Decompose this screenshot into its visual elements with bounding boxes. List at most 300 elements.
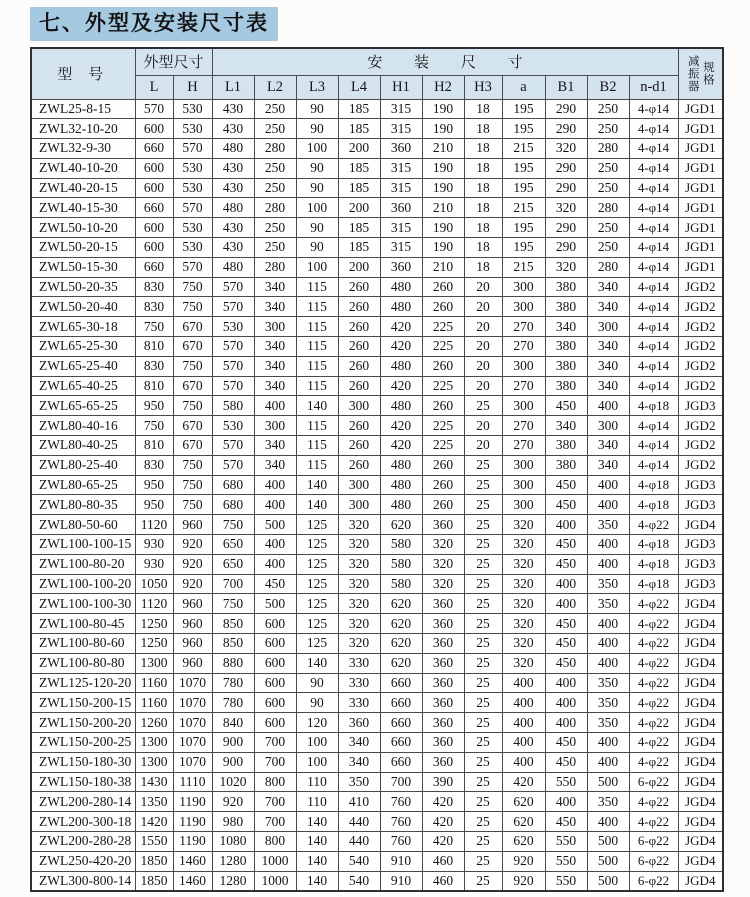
cell-dimension: 700 (254, 792, 296, 812)
cell-dimension: 320 (502, 594, 545, 614)
cell-dimension: 390 (422, 772, 464, 792)
cell-dimension: 400 (587, 653, 629, 673)
cell-dimension: 780 (212, 673, 254, 693)
table-row (31, 277, 723, 297)
cell-dimension: 300 (338, 396, 380, 416)
table-row (31, 218, 723, 238)
cell-dimension: 300 (502, 297, 545, 317)
header-col-L: L (135, 75, 173, 99)
cell-damper-spec: JGD4 (678, 614, 723, 634)
cell-dimension: 400 (587, 614, 629, 634)
cell-dimension: 140 (296, 871, 338, 891)
cell-dimension: 450 (545, 475, 587, 495)
cell-dimension: 115 (296, 297, 338, 317)
cell-dimension: 25 (464, 396, 502, 416)
cell-dimension: 700 (380, 772, 422, 792)
cell-dimension: 360 (422, 653, 464, 673)
cell-dimension: 620 (380, 653, 422, 673)
cell-dimension: 190 (422, 238, 464, 258)
cell-dimension: 570 (135, 99, 173, 119)
cell-dimension: 800 (254, 772, 296, 792)
cell-model: ZWL80-65-25 (31, 475, 135, 495)
cell-dimension: 400 (254, 396, 296, 416)
cell-dimension: 400 (502, 673, 545, 693)
cell-n-d1: 4-φ14 (629, 297, 678, 317)
cell-dimension: 125 (296, 535, 338, 555)
cell-dimension: 350 (587, 594, 629, 614)
cell-model: ZWL150-180-38 (31, 772, 135, 792)
cell-dimension: 670 (173, 416, 212, 436)
cell-dimension: 1070 (173, 713, 212, 733)
cell-dimension: 140 (296, 475, 338, 495)
cell-dimension: 600 (135, 178, 173, 198)
cell-dimension: 400 (545, 574, 587, 594)
cell-damper-spec: JGD4 (678, 594, 723, 614)
cell-model: ZWL40-15-30 (31, 198, 135, 218)
cell-damper-spec: JGD2 (678, 337, 723, 357)
cell-dimension: 600 (254, 693, 296, 713)
cell-dimension: 200 (338, 139, 380, 159)
cell-n-d1: 4-φ22 (629, 673, 678, 693)
cell-dimension: 25 (464, 475, 502, 495)
cell-dimension: 340 (587, 277, 629, 297)
cell-n-d1: 4-φ18 (629, 396, 678, 416)
cell-dimension: 125 (296, 515, 338, 535)
cell-dimension: 320 (338, 614, 380, 634)
cell-dimension: 1020 (212, 772, 254, 792)
cell-n-d1: 6-φ22 (629, 831, 678, 851)
cell-damper-spec: JGD4 (678, 673, 723, 693)
cell-dimension: 300 (587, 317, 629, 337)
cell-dimension: 280 (254, 198, 296, 218)
cell-dimension: 115 (296, 337, 338, 357)
table-row (31, 752, 723, 772)
table-row (31, 337, 723, 357)
cell-dimension: 360 (422, 713, 464, 733)
cell-dimension: 1080 (212, 831, 254, 851)
cell-dimension: 25 (464, 713, 502, 733)
cell-dimension: 350 (587, 515, 629, 535)
cell-dimension: 140 (296, 396, 338, 416)
cell-dimension: 880 (212, 653, 254, 673)
cell-dimension: 225 (422, 416, 464, 436)
cell-dimension: 100 (296, 733, 338, 753)
cell-dimension: 700 (212, 574, 254, 594)
cell-dimension: 190 (422, 218, 464, 238)
cell-dimension: 195 (502, 178, 545, 198)
table-row (31, 673, 723, 693)
cell-n-d1: 6-φ22 (629, 871, 678, 891)
cell-dimension: 315 (380, 158, 422, 178)
cell-dimension: 1070 (173, 673, 212, 693)
cell-model: ZWL50-20-35 (31, 277, 135, 297)
cell-dimension: 25 (464, 554, 502, 574)
cell-n-d1: 4-φ14 (629, 218, 678, 238)
cell-dimension: 320 (502, 535, 545, 555)
cell-dimension: 920 (212, 792, 254, 812)
cell-dimension: 20 (464, 416, 502, 436)
table-row (31, 851, 723, 871)
table-row (31, 356, 723, 376)
cell-dimension: 140 (296, 812, 338, 832)
cell-dimension: 830 (135, 297, 173, 317)
cell-dimension: 530 (173, 99, 212, 119)
cell-dimension: 120 (296, 713, 338, 733)
cell-dimension: 250 (254, 178, 296, 198)
header-col-H1: H1 (380, 75, 422, 99)
cell-n-d1: 4-φ14 (629, 238, 678, 258)
cell-dimension: 410 (338, 792, 380, 812)
cell-dimension: 360 (380, 257, 422, 277)
cell-dimension: 20 (464, 356, 502, 376)
cell-dimension: 25 (464, 495, 502, 515)
cell-dimension: 500 (587, 831, 629, 851)
cell-dimension: 280 (587, 257, 629, 277)
cell-damper-spec: JGD2 (678, 356, 723, 376)
cell-dimension: 1070 (173, 693, 212, 713)
cell-dimension: 760 (380, 792, 422, 812)
cell-dimension: 320 (338, 594, 380, 614)
cell-dimension: 360 (422, 515, 464, 535)
cell-dimension: 830 (135, 356, 173, 376)
cell-dimension: 580 (380, 574, 422, 594)
cell-dimension: 115 (296, 436, 338, 456)
cell-dimension: 250 (587, 218, 629, 238)
cell-dimension: 1350 (135, 792, 173, 812)
cell-dimension: 600 (254, 653, 296, 673)
cell-dimension: 400 (502, 733, 545, 753)
cell-dimension: 25 (464, 812, 502, 832)
header-col-H3: H3 (464, 75, 502, 99)
cell-dimension: 225 (422, 436, 464, 456)
cell-dimension: 400 (545, 673, 587, 693)
cell-model: ZWL65-40-25 (31, 376, 135, 396)
cell-dimension: 260 (422, 455, 464, 475)
cell-dimension: 340 (254, 337, 296, 357)
cell-dimension: 430 (212, 99, 254, 119)
cell-dimension: 90 (296, 99, 338, 119)
cell-n-d1: 4-φ14 (629, 277, 678, 297)
cell-dimension: 400 (545, 792, 587, 812)
cell-dimension: 315 (380, 238, 422, 258)
cell-dimension: 350 (338, 772, 380, 792)
header-col-L2: L2 (254, 75, 296, 99)
cell-dimension: 300 (502, 495, 545, 515)
cell-dimension: 1050 (135, 574, 173, 594)
cell-dimension: 430 (212, 218, 254, 238)
table-row (31, 772, 723, 792)
cell-dimension: 400 (502, 752, 545, 772)
cell-dimension: 480 (380, 455, 422, 475)
cell-dimension: 580 (380, 554, 422, 574)
cell-dimension: 1070 (173, 752, 212, 772)
cell-dimension: 250 (587, 178, 629, 198)
cell-dimension: 140 (296, 851, 338, 871)
cell-dimension: 18 (464, 218, 502, 238)
cell-dimension: 570 (212, 436, 254, 456)
cell-dimension: 400 (587, 733, 629, 753)
cell-dimension: 450 (254, 574, 296, 594)
cell-model: ZWL40-20-15 (31, 178, 135, 198)
cell-damper-spec: JGD4 (678, 634, 723, 654)
cell-dimension: 450 (545, 653, 587, 673)
cell-model: ZWL100-80-20 (31, 554, 135, 574)
cell-dimension: 320 (502, 554, 545, 574)
cell-dimension: 430 (212, 178, 254, 198)
cell-dimension: 600 (254, 713, 296, 733)
cell-dimension: 25 (464, 772, 502, 792)
cell-dimension: 290 (545, 218, 587, 238)
cell-dimension: 260 (422, 356, 464, 376)
cell-dimension: 200 (338, 257, 380, 277)
cell-dimension: 280 (254, 139, 296, 159)
cell-dimension: 1120 (135, 594, 173, 614)
table-row (31, 693, 723, 713)
cell-dimension: 185 (338, 178, 380, 198)
cell-dimension: 260 (338, 297, 380, 317)
cell-dimension: 760 (380, 812, 422, 832)
cell-damper-spec: JGD4 (678, 792, 723, 812)
header-spec-label: 规格 (701, 61, 714, 87)
cell-dimension: 115 (296, 277, 338, 297)
cell-dimension: 900 (212, 752, 254, 772)
cell-dimension: 800 (254, 831, 296, 851)
cell-dimension: 225 (422, 317, 464, 337)
cell-damper-spec: JGD2 (678, 297, 723, 317)
cell-dimension: 1160 (135, 673, 173, 693)
cell-dimension: 1120 (135, 515, 173, 535)
table-row (31, 178, 723, 198)
cell-dimension: 930 (135, 535, 173, 555)
cell-dimension: 330 (338, 693, 380, 713)
cell-dimension: 430 (212, 238, 254, 258)
cell-dimension: 115 (296, 455, 338, 475)
cell-dimension: 400 (587, 812, 629, 832)
cell-dimension: 18 (464, 257, 502, 277)
cell-dimension: 620 (502, 792, 545, 812)
cell-dimension: 200 (338, 198, 380, 218)
cell-dimension: 650 (212, 535, 254, 555)
cell-dimension: 580 (212, 396, 254, 416)
cell-dimension: 300 (502, 455, 545, 475)
table-row (31, 238, 723, 258)
cell-dimension: 1070 (173, 733, 212, 753)
header-col-n-d1: n-d1 (629, 75, 678, 99)
cell-dimension: 1420 (135, 812, 173, 832)
cell-dimension: 340 (545, 416, 587, 436)
cell-dimension: 450 (545, 396, 587, 416)
cell-dimension: 900 (212, 733, 254, 753)
cell-model: ZWL80-25-40 (31, 455, 135, 475)
cell-dimension: 550 (545, 772, 587, 792)
cell-dimension: 195 (502, 99, 545, 119)
cell-dimension: 1280 (212, 851, 254, 871)
cell-dimension: 570 (212, 337, 254, 357)
cell-dimension: 400 (545, 693, 587, 713)
cell-dimension: 280 (587, 198, 629, 218)
cell-dimension: 480 (380, 277, 422, 297)
cell-dimension: 300 (502, 396, 545, 416)
cell-model: ZWL100-80-45 (31, 614, 135, 634)
cell-dimension: 450 (545, 752, 587, 772)
cell-dimension: 1460 (173, 851, 212, 871)
cell-dimension: 18 (464, 99, 502, 119)
cell-dimension: 215 (502, 198, 545, 218)
cell-dimension: 570 (212, 376, 254, 396)
header-col-a: a (502, 75, 545, 99)
cell-dimension: 480 (380, 396, 422, 416)
cell-dimension: 530 (212, 317, 254, 337)
cell-dimension: 260 (422, 396, 464, 416)
cell-dimension: 1190 (173, 812, 212, 832)
table-row (31, 535, 723, 555)
cell-dimension: 25 (464, 594, 502, 614)
table-row (31, 257, 723, 277)
cell-dimension: 260 (422, 297, 464, 317)
cell-dimension: 340 (338, 733, 380, 753)
cell-dimension: 450 (545, 812, 587, 832)
cell-n-d1: 4-φ14 (629, 376, 678, 396)
page-title: 七、外型及安装尺寸表 (30, 7, 278, 41)
cell-dimension: 750 (135, 416, 173, 436)
cell-dimension: 250 (254, 99, 296, 119)
cell-dimension: 480 (212, 139, 254, 159)
cell-dimension: 450 (545, 733, 587, 753)
cell-dimension: 620 (502, 812, 545, 832)
cell-dimension: 190 (422, 119, 464, 139)
cell-dimension: 100 (296, 139, 338, 159)
cell-model: ZWL100-100-30 (31, 594, 135, 614)
cell-dimension: 25 (464, 574, 502, 594)
cell-dimension: 430 (212, 158, 254, 178)
cell-dimension: 18 (464, 238, 502, 258)
cell-dimension: 420 (422, 831, 464, 851)
cell-dimension: 670 (173, 317, 212, 337)
cell-dimension: 660 (380, 713, 422, 733)
cell-dimension: 195 (502, 158, 545, 178)
cell-dimension: 250 (587, 119, 629, 139)
table-row (31, 594, 723, 614)
cell-dimension: 680 (212, 495, 254, 515)
cell-dimension: 260 (422, 475, 464, 495)
cell-dimension: 300 (502, 356, 545, 376)
cell-dimension: 600 (135, 158, 173, 178)
cell-dimension: 750 (212, 594, 254, 614)
cell-dimension: 440 (338, 831, 380, 851)
cell-dimension: 270 (502, 416, 545, 436)
cell-dimension: 840 (212, 713, 254, 733)
cell-dimension: 1190 (173, 792, 212, 812)
cell-dimension: 620 (380, 634, 422, 654)
cell-dimension: 250 (587, 99, 629, 119)
cell-dimension: 190 (422, 158, 464, 178)
cell-dimension: 1000 (254, 851, 296, 871)
cell-n-d1: 4-φ18 (629, 574, 678, 594)
cell-n-d1: 4-φ14 (629, 455, 678, 475)
cell-dimension: 360 (338, 713, 380, 733)
cell-dimension: 400 (545, 594, 587, 614)
cell-dimension: 300 (502, 277, 545, 297)
table-body (31, 99, 723, 891)
table-row (31, 376, 723, 396)
cell-dimension: 195 (502, 238, 545, 258)
cell-dimension: 250 (254, 158, 296, 178)
cell-dimension: 1160 (135, 693, 173, 713)
cell-dimension: 540 (338, 851, 380, 871)
cell-dimension: 190 (422, 178, 464, 198)
cell-dimension: 320 (338, 515, 380, 535)
cell-dimension: 350 (587, 693, 629, 713)
cell-dimension: 340 (545, 317, 587, 337)
cell-dimension: 250 (587, 158, 629, 178)
cell-dimension: 315 (380, 119, 422, 139)
table-row (31, 475, 723, 495)
cell-n-d1: 4-φ14 (629, 436, 678, 456)
cell-dimension: 920 (173, 535, 212, 555)
cell-dimension: 320 (502, 634, 545, 654)
cell-damper-spec: JGD4 (678, 772, 723, 792)
cell-dimension: 660 (380, 693, 422, 713)
cell-dimension: 320 (545, 198, 587, 218)
cell-dimension: 450 (545, 634, 587, 654)
cell-dimension: 320 (502, 653, 545, 673)
cell-dimension: 90 (296, 158, 338, 178)
cell-dimension: 90 (296, 218, 338, 238)
cell-dimension: 315 (380, 218, 422, 238)
cell-dimension: 260 (338, 317, 380, 337)
cell-dimension: 570 (212, 297, 254, 317)
cell-model: ZWL200-280-14 (31, 792, 135, 812)
table-row (31, 158, 723, 178)
cell-dimension: 620 (380, 594, 422, 614)
cell-dimension: 920 (502, 871, 545, 891)
cell-dimension: 210 (422, 257, 464, 277)
cell-dimension: 215 (502, 257, 545, 277)
cell-dimension: 750 (135, 317, 173, 337)
cell-dimension: 20 (464, 436, 502, 456)
cell-dimension: 400 (254, 535, 296, 555)
cell-dimension: 600 (254, 634, 296, 654)
cell-dimension: 260 (422, 495, 464, 515)
cell-dimension: 750 (173, 297, 212, 317)
cell-dimension: 330 (338, 653, 380, 673)
cell-dimension: 650 (212, 554, 254, 574)
cell-model: ZWL125-120-20 (31, 673, 135, 693)
cell-model: ZWL65-30-18 (31, 317, 135, 337)
cell-dimension: 670 (173, 436, 212, 456)
cell-dimension: 620 (380, 515, 422, 535)
cell-dimension: 25 (464, 455, 502, 475)
cell-dimension: 195 (502, 218, 545, 238)
cell-dimension: 25 (464, 792, 502, 812)
cell-damper-spec: JGD3 (678, 554, 723, 574)
cell-dimension: 1550 (135, 831, 173, 851)
cell-damper-spec: JGD4 (678, 851, 723, 871)
cell-dimension: 920 (173, 554, 212, 574)
cell-dimension: 420 (422, 792, 464, 812)
cell-dimension: 25 (464, 871, 502, 891)
cell-dimension: 760 (380, 831, 422, 851)
cell-dimension: 260 (338, 356, 380, 376)
cell-dimension: 570 (212, 455, 254, 475)
cell-dimension: 1250 (135, 634, 173, 654)
cell-dimension: 1460 (173, 871, 212, 891)
cell-dimension: 1850 (135, 871, 173, 891)
cell-dimension: 380 (545, 436, 587, 456)
cell-dimension: 90 (296, 119, 338, 139)
cell-dimension: 700 (254, 752, 296, 772)
cell-dimension: 280 (587, 139, 629, 159)
